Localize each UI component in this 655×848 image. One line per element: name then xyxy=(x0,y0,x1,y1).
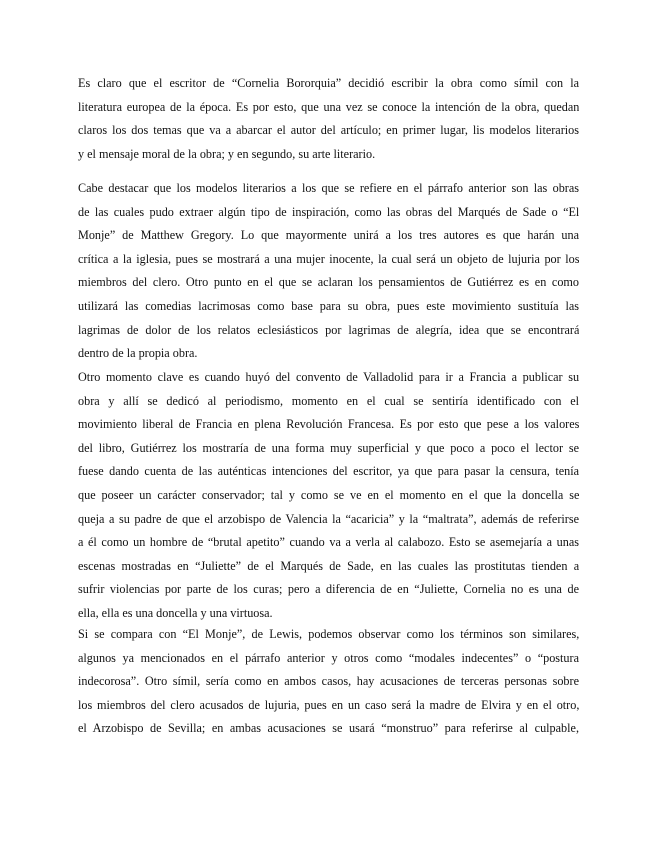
paragraph-line: queja a su padre de que el arzobispo de Valencia la “acaricia” y la “maltrata”, además de referirse xyxy=(78,511,579,526)
paragraph-line: de las cuales pudo extraer algún tipo de inspiración, como las obras del Marqués de Sade o “El xyxy=(78,204,579,219)
paragraph-line: Monje” de Matthew Gregory. Lo que mayormente unirá a los tres autores es que harán una xyxy=(78,228,579,243)
paragraph-line: miembros del clero. Otro punto en el que se aclaran los pensamientos de Gutiérrez es en como xyxy=(78,275,579,290)
paragraph-line: movimiento liberal de Francia en plena Revolución Francesa. Es por esto que pese a los valores xyxy=(78,417,579,432)
paragraph-line: fuese dando cuenta de las auténticas intenciones del escritor, ya que para pasar la censura, tenía xyxy=(78,464,579,479)
paragraph-line: Otro momento clave es cuando huyó del convento de Valladolid para ir a Francia a publicar su xyxy=(78,370,579,384)
paragraph-line: del libro, Gutiérrez los mostraría de una forma muy superficial y que poco a poco el lector se xyxy=(78,440,579,455)
paragraph-line: obra y allí se dedicó al periodismo, momento en el cual se sentiría identificado con el xyxy=(78,393,579,408)
paragraph-line: indecorosa”. Otro símil, sería como en ambos casos, hay acusaciones de terceras personas sobre xyxy=(78,674,579,689)
paragraph-2 xyxy=(78,177,579,366)
paragraph-line: lagrimas de dolor de los relatos eclesiásticos por lagrimas de alegría, idea que se encontrará xyxy=(78,322,579,337)
paragraph-line: Cabe destacar que los modelos literarios a los que se refiere en el párrafo anterior son las obras xyxy=(78,181,579,195)
paragraph-line: crítica a la iglesia, pues se mostrará a una mujer inocente, la cual será un objeto de lujuria por los xyxy=(78,251,579,266)
paragraph-line: dentro de la propia obra. xyxy=(78,346,198,361)
paragraph-3 xyxy=(78,366,579,626)
paragraph-line: sufrir violencias por parte de los curas; pero a diferencia de en “Juliette, Cornelia no es una de xyxy=(78,582,579,597)
paragraph-line: el Arzobispo de Sevilla; en ambas acusaciones se usará “monstruo” para referirse al culpable, xyxy=(78,721,579,736)
paragraph-line: algunos ya mencionados en el párrafo anterior y otros como “modales indecentes” o “postura xyxy=(78,650,579,665)
paragraph-line: literatura europea de la época. Es por esto, que una vez se conoce la intención de la obra, quedan xyxy=(78,99,579,114)
paragraph-1 xyxy=(78,72,579,166)
paragraph-4 xyxy=(78,623,579,741)
paragraph-line: a él como un hombre de “brutal apetito” cuando va a verla al calabozo. Esto se asemejaría a unas xyxy=(78,535,579,550)
paragraph-line: que poseer un carácter conservador; tal y como se ve en el momento en el que la doncella se xyxy=(78,487,579,502)
paragraph-line: y el mensaje moral de la obra; y en segundo, su arte literario. xyxy=(78,146,376,161)
paragraph-line: Si se compara con “El Monje”, de Lewis, podemos observar como los términos son similares, xyxy=(78,627,579,641)
paragraph-line: claros los dos temas que va a abarcar el autor del artículo; en primer lugar, lis modelos literarios xyxy=(78,123,579,138)
paragraph-line: escenas mostradas en “Juliette” de el Marqués de Sade, en las cuales las prostitutas tienden a xyxy=(78,558,579,573)
paragraph-line: los miembros del clero acusados de lujuria, pues en un caso será la madre de Elvira y en el otro, xyxy=(78,697,579,712)
paragraph-line: utilizará las comedias lacrimosas como base para su obra, pues este movimiento sustituía las xyxy=(78,298,579,313)
paragraph-line: Es claro que el escritor de “Cornelia Bororquia” decidió escribir la obra como símil con la xyxy=(78,76,579,90)
paragraph-line: ella, ella es una doncella y una virtuosa. xyxy=(78,605,273,620)
